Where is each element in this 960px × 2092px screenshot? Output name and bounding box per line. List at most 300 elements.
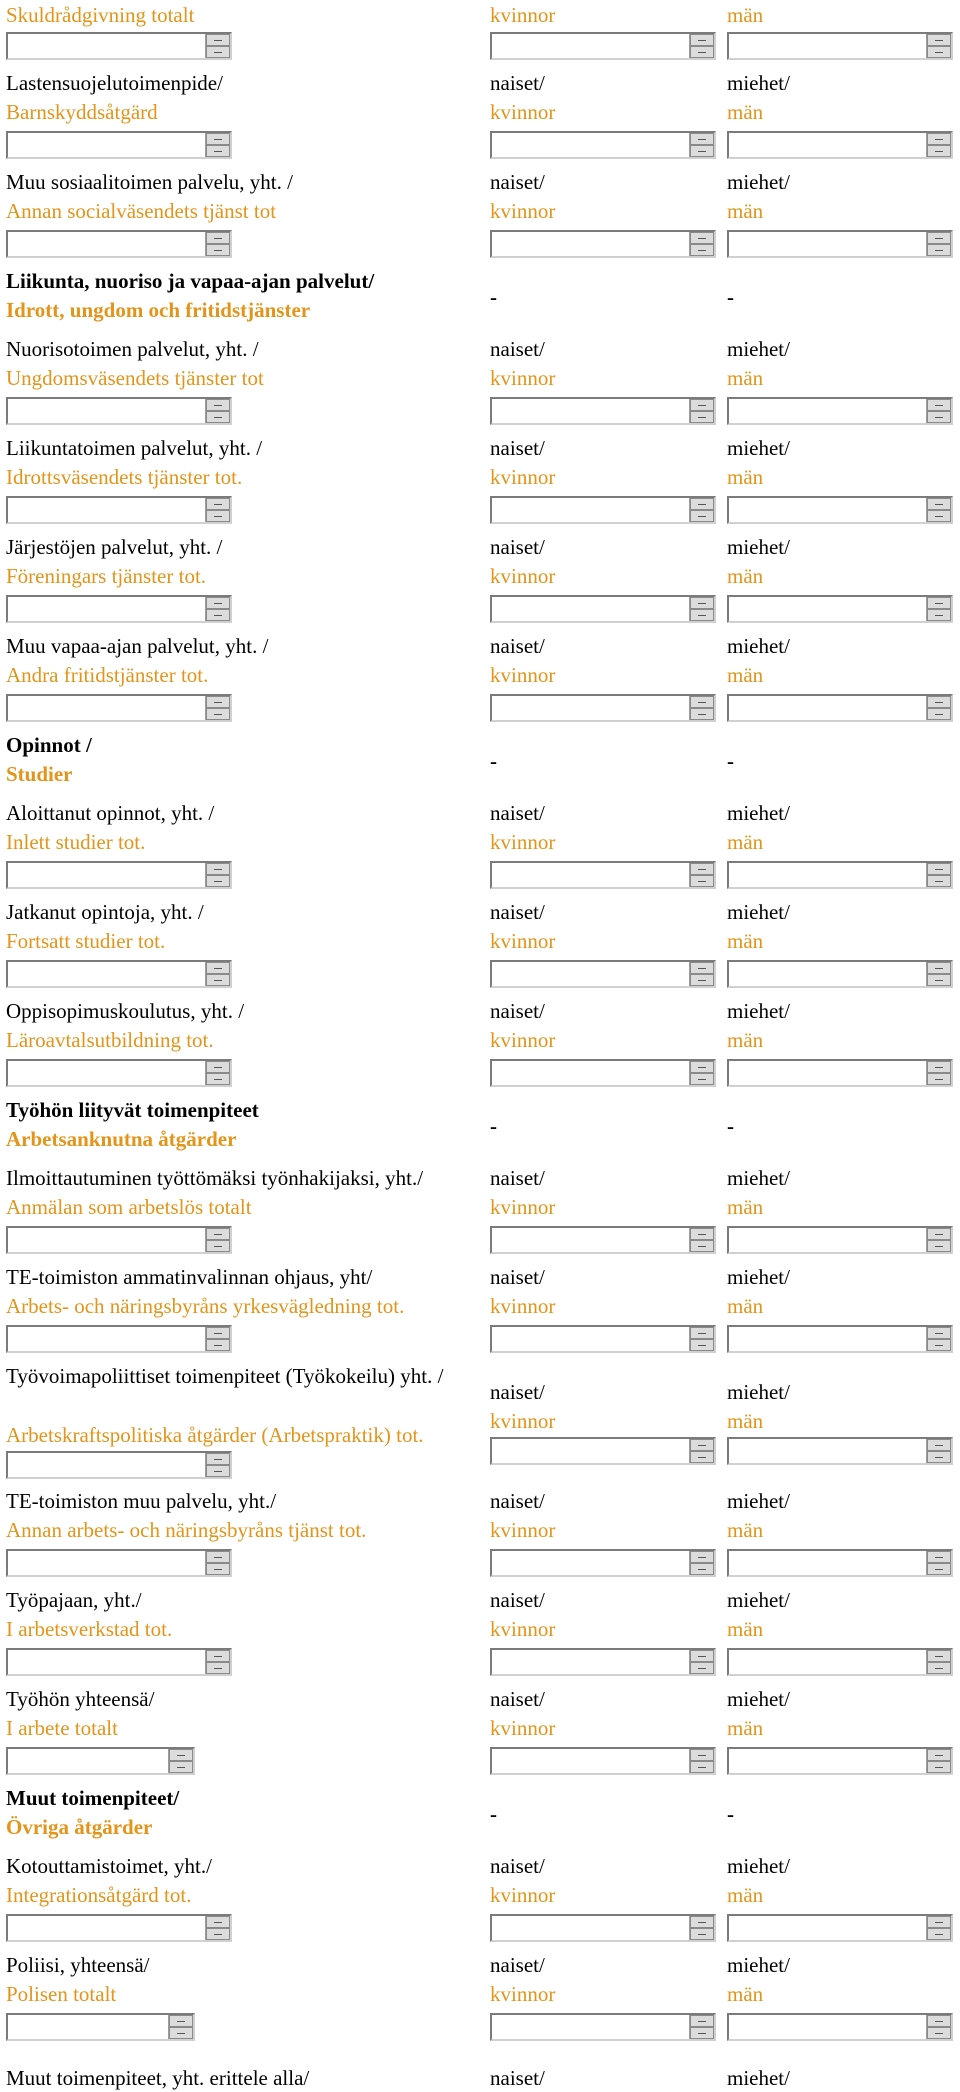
total-input[interactable]: [6, 1914, 232, 1942]
women-input[interactable]: [490, 2013, 716, 2041]
spin-down-icon[interactable]: [927, 145, 951, 157]
spinner-buttons[interactable]: [926, 498, 951, 522]
spin-up-icon[interactable]: [690, 2015, 714, 2027]
women-label-fi: naiset/: [490, 801, 545, 825]
men-label-fi: miehet/: [727, 337, 790, 361]
men-input[interactable]: [727, 397, 953, 425]
spin-down-icon[interactable]: [690, 1073, 714, 1085]
spinner-buttons[interactable]: [205, 1453, 230, 1477]
men-input[interactable]: [727, 496, 953, 524]
men-label-fi: miehet/: [727, 71, 790, 95]
spin-down-icon[interactable]: [927, 708, 951, 720]
spin-up-icon[interactable]: [690, 1650, 714, 1662]
women-label-fi: naiset/: [490, 436, 545, 460]
spinner-buttons[interactable]: [926, 1327, 951, 1351]
spin-down-icon[interactable]: [206, 974, 230, 986]
spin-up-icon[interactable]: [927, 1650, 951, 1662]
spin-up-icon[interactable]: [690, 1916, 714, 1928]
spinner-buttons[interactable]: [205, 133, 230, 157]
total-input[interactable]: [6, 694, 232, 722]
men-input[interactable]: [727, 861, 953, 889]
men-label-fi: miehet/: [727, 1489, 790, 1513]
spinner-buttons[interactable]: [205, 1551, 230, 1575]
spin-down-icon[interactable]: [690, 875, 714, 887]
women-input[interactable]: [490, 230, 716, 258]
spin-down-icon[interactable]: [206, 145, 230, 157]
men-input[interactable]: [727, 694, 953, 722]
spin-down-icon[interactable]: [206, 708, 230, 720]
spinner-buttons[interactable]: [689, 498, 714, 522]
spin-down-icon[interactable]: [927, 1662, 951, 1674]
total-input[interactable]: [6, 1226, 232, 1254]
category-label-fi: Poliisi, yhteensä/: [6, 1953, 150, 1977]
spinner-buttons[interactable]: [205, 1228, 230, 1252]
spin-up-icon[interactable]: [690, 133, 714, 145]
spin-down-icon[interactable]: [206, 875, 230, 887]
spin-up-icon[interactable]: [206, 1228, 230, 1240]
women-label-fi: naiset/: [490, 1953, 545, 1977]
category-label-sv: Idrottsväsendets tjänster tot.: [6, 465, 243, 489]
total-input[interactable]: [6, 496, 232, 524]
men-label-fi: miehet/: [727, 535, 790, 559]
spin-up-icon[interactable]: [169, 2015, 193, 2027]
men-input[interactable]: [727, 960, 953, 988]
spinner-buttons[interactable]: [926, 1228, 951, 1252]
total-input[interactable]: [6, 230, 232, 258]
section-heading-sv: Arbetsanknutna åtgärder: [6, 1127, 237, 1151]
spin-down-icon[interactable]: [206, 1240, 230, 1252]
women-input[interactable]: [490, 960, 716, 988]
women-label-sv: kvinnor: [490, 830, 556, 854]
men-label-fi: miehet/: [727, 1854, 790, 1878]
category-label-sv: Föreningars tjänster tot.: [6, 564, 207, 588]
spinner-buttons[interactable]: [689, 232, 714, 256]
spinner-buttons[interactable]: [926, 34, 951, 58]
spin-up-icon[interactable]: [927, 1061, 951, 1073]
spin-down-icon[interactable]: [690, 2027, 714, 2039]
women-input[interactable]: [490, 1059, 716, 1087]
spin-down-icon[interactable]: [206, 1662, 230, 1674]
spin-up-icon[interactable]: [690, 1551, 714, 1563]
men-input[interactable]: [727, 2013, 953, 2041]
spinner-buttons[interactable]: [689, 1749, 714, 1773]
women-label-sv: kvinnor: [490, 1883, 556, 1907]
men-input[interactable]: [727, 1226, 953, 1254]
spin-up-icon[interactable]: [206, 597, 230, 609]
total-input[interactable]: [6, 1648, 232, 1676]
spinner-buttons[interactable]: [205, 1650, 230, 1674]
spin-down-icon[interactable]: [927, 609, 951, 621]
women-label-sv: kvinnor: [490, 1294, 556, 1318]
spinner-buttons[interactable]: [926, 1061, 951, 1085]
spin-down-icon[interactable]: [690, 1563, 714, 1575]
men-label-sv: män: [727, 830, 764, 854]
spin-up-icon[interactable]: [206, 498, 230, 510]
women-input[interactable]: [490, 397, 716, 425]
section-heading-fi: Liikunta, nuoriso ja vapaa-ajan palvelut/: [6, 269, 375, 293]
women-label-fi: naiset/: [490, 1687, 545, 1711]
spin-down-icon[interactable]: [690, 708, 714, 720]
spinner-buttons[interactable]: [689, 962, 714, 986]
men-input[interactable]: [727, 131, 953, 159]
women-input[interactable]: [490, 861, 716, 889]
spin-up-icon[interactable]: [206, 1061, 230, 1073]
spinner-buttons[interactable]: [926, 2015, 951, 2039]
spinner-buttons[interactable]: [689, 696, 714, 720]
women-label-sv: kvinnor: [490, 100, 556, 124]
spin-up-icon[interactable]: [927, 597, 951, 609]
spinner-buttons[interactable]: [926, 399, 951, 423]
spinner-buttons[interactable]: [205, 863, 230, 887]
men-label-fi: miehet/: [727, 1380, 790, 1404]
spinner-buttons[interactable]: [926, 133, 951, 157]
women-input[interactable]: [490, 1226, 716, 1254]
men-input[interactable]: [727, 1648, 953, 1676]
women-label-sv: kvinnor: [490, 1617, 556, 1641]
spin-down-icon[interactable]: [690, 609, 714, 621]
spinner-buttons[interactable]: [926, 962, 951, 986]
spin-up-icon[interactable]: [206, 232, 230, 244]
women-placeholder-dash: -: [490, 1114, 497, 1138]
spin-down-icon[interactable]: [690, 974, 714, 986]
spinner-buttons[interactable]: [689, 1228, 714, 1252]
women-placeholder-dash: -: [490, 1802, 497, 1826]
men-label-sv: män: [727, 366, 764, 390]
spin-up-icon[interactable]: [927, 1228, 951, 1240]
spin-down-icon[interactable]: [206, 244, 230, 256]
women-input[interactable]: [490, 1325, 716, 1353]
category-label-sv: Skuldrådgivning totalt: [6, 3, 195, 27]
spin-down-icon[interactable]: [690, 145, 714, 157]
total-input[interactable]: [6, 595, 232, 623]
spin-up-icon[interactable]: [927, 696, 951, 708]
spin-down-icon[interactable]: [927, 1339, 951, 1351]
spin-up-icon[interactable]: [927, 962, 951, 974]
spin-down-icon[interactable]: [690, 1339, 714, 1351]
spinner-buttons[interactable]: [205, 1061, 230, 1085]
men-label-sv: män: [727, 1028, 764, 1052]
spin-up-icon[interactable]: [206, 1916, 230, 1928]
men-placeholder-dash: -: [727, 1802, 734, 1826]
spinner-buttons[interactable]: [689, 133, 714, 157]
women-input[interactable]: [490, 32, 716, 60]
spin-up-icon[interactable]: [206, 1327, 230, 1339]
spin-up-icon[interactable]: [206, 133, 230, 145]
category-label-sv: Polisen totalt: [6, 1982, 117, 2006]
spinner-buttons[interactable]: [205, 399, 230, 423]
women-label-sv: kvinnor: [490, 199, 556, 223]
spinner-buttons[interactable]: [168, 1749, 193, 1773]
spin-down-icon[interactable]: [206, 510, 230, 522]
men-label-sv: män: [727, 1617, 764, 1641]
spin-up-icon[interactable]: [690, 1061, 714, 1073]
spin-down-icon[interactable]: [927, 2027, 951, 2039]
spinner-buttons[interactable]: [689, 597, 714, 621]
category-label-fi: Järjestöjen palvelut, yht. /: [6, 535, 223, 559]
spin-down-icon[interactable]: [927, 1240, 951, 1252]
spin-up-icon[interactable]: [927, 498, 951, 510]
spin-up-icon[interactable]: [206, 696, 230, 708]
men-input[interactable]: [727, 1914, 953, 1942]
spin-down-icon[interactable]: [690, 1761, 714, 1773]
total-input[interactable]: [6, 1059, 232, 1087]
spin-down-icon[interactable]: [690, 1928, 714, 1940]
category-label-fi: Kotouttamistoimet, yht./: [6, 1854, 212, 1878]
spin-up-icon[interactable]: [927, 133, 951, 145]
spin-up-icon[interactable]: [690, 34, 714, 46]
spinner-buttons[interactable]: [689, 1061, 714, 1085]
men-label-sv: män: [727, 1982, 764, 2006]
spin-down-icon[interactable]: [206, 46, 230, 58]
spin-up-icon[interactable]: [690, 696, 714, 708]
spinner-buttons[interactable]: [926, 1439, 951, 1463]
spin-down-icon[interactable]: [690, 1451, 714, 1463]
total-input[interactable]: [6, 861, 232, 889]
spinner-buttons[interactable]: [205, 696, 230, 720]
spin-up-icon[interactable]: [690, 232, 714, 244]
spin-up-icon[interactable]: [927, 399, 951, 411]
category-label-fi: Nuorisotoimen palvelut, yht. /: [6, 337, 259, 361]
women-label-fi: naiset/: [490, 1166, 545, 1190]
total-input[interactable]: [6, 1451, 232, 1479]
spin-down-icon[interactable]: [206, 1465, 230, 1477]
spin-down-icon[interactable]: [927, 1073, 951, 1085]
spin-up-icon[interactable]: [927, 1551, 951, 1563]
section-heading-fi: Muut toimenpiteet/: [6, 1786, 180, 1810]
men-label-sv: män: [727, 663, 764, 687]
spin-down-icon[interactable]: [927, 1563, 951, 1575]
spinner-buttons[interactable]: [205, 34, 230, 58]
total-input[interactable]: [6, 32, 232, 60]
spin-up-icon[interactable]: [690, 597, 714, 609]
spinner-buttons[interactable]: [168, 2015, 193, 2039]
men-label-fi: miehet/: [727, 634, 790, 658]
spinner-buttons[interactable]: [689, 34, 714, 58]
men-placeholder-dash: -: [727, 749, 734, 773]
total-input[interactable]: [6, 2013, 195, 2041]
section-heading-sv: Studier: [6, 762, 73, 786]
men-label-sv: män: [727, 199, 764, 223]
women-label-fi: naiset/: [490, 634, 545, 658]
category-label-fi: TE-toimiston muu palvelu, yht./: [6, 1489, 277, 1513]
section-heading-sv: Övriga åtgärder: [6, 1815, 153, 1839]
category-label-sv: Anmälan som arbetslös totalt: [6, 1195, 252, 1219]
category-label-sv: I arbetsverkstad tot.: [6, 1617, 173, 1641]
spin-up-icon[interactable]: [206, 1453, 230, 1465]
men-label-fi: miehet/: [727, 999, 790, 1023]
women-input[interactable]: [490, 1549, 716, 1577]
category-label-fi: Työpajaan, yht./: [6, 1588, 142, 1612]
spin-down-icon[interactable]: [206, 609, 230, 621]
spin-down-icon[interactable]: [690, 510, 714, 522]
spin-down-icon[interactable]: [690, 411, 714, 423]
men-input[interactable]: [727, 1059, 953, 1087]
spin-up-icon[interactable]: [927, 34, 951, 46]
spinner-buttons[interactable]: [205, 232, 230, 256]
spin-down-icon[interactable]: [169, 2027, 193, 2039]
men-input[interactable]: [727, 595, 953, 623]
women-label-sv: kvinnor: [490, 1195, 556, 1219]
spin-down-icon[interactable]: [927, 1451, 951, 1463]
women-label-sv: kvinnor: [490, 564, 556, 588]
spin-up-icon[interactable]: [690, 1327, 714, 1339]
spin-down-icon[interactable]: [927, 1761, 951, 1773]
spin-down-icon[interactable]: [927, 875, 951, 887]
spinner-buttons[interactable]: [689, 1439, 714, 1463]
spinner-buttons[interactable]: [205, 1916, 230, 1940]
spinner-buttons[interactable]: [926, 1650, 951, 1674]
men-input[interactable]: [727, 1325, 953, 1353]
category-label-fi: Aloittanut opinnot, yht. /: [6, 801, 215, 825]
spin-down-icon[interactable]: [206, 1563, 230, 1575]
men-label-sv: män: [727, 1195, 764, 1219]
spin-up-icon[interactable]: [206, 962, 230, 974]
spin-up-icon[interactable]: [690, 1749, 714, 1761]
spin-up-icon[interactable]: [927, 1327, 951, 1339]
women-label-sv: kvinnor: [490, 1518, 556, 1542]
women-input[interactable]: [490, 595, 716, 623]
spin-up-icon[interactable]: [690, 962, 714, 974]
spin-up-icon[interactable]: [690, 498, 714, 510]
section-heading-sv: Idrott, ungdom och fritidstjänster: [6, 298, 311, 322]
women-input[interactable]: [490, 1747, 716, 1775]
total-input[interactable]: [6, 960, 232, 988]
spinner-buttons[interactable]: [205, 498, 230, 522]
category-label-fi: TE-toimiston ammatinvalinnan ohjaus, yht/: [6, 1265, 373, 1289]
men-label-sv: män: [727, 929, 764, 953]
spin-up-icon[interactable]: [206, 1551, 230, 1563]
spin-up-icon[interactable]: [690, 399, 714, 411]
women-input[interactable]: [490, 131, 716, 159]
spin-up-icon[interactable]: [927, 1439, 951, 1451]
spin-down-icon[interactable]: [690, 1240, 714, 1252]
spin-down-icon[interactable]: [206, 411, 230, 423]
men-placeholder-dash: -: [727, 285, 734, 309]
women-input[interactable]: [490, 1914, 716, 1942]
men-label-fi: miehet/: [727, 1953, 790, 1977]
spin-up-icon[interactable]: [206, 34, 230, 46]
men-input[interactable]: [727, 32, 953, 60]
women-label-fi: naiset/: [490, 1380, 545, 1404]
spinner-buttons[interactable]: [205, 597, 230, 621]
spin-up-icon[interactable]: [206, 863, 230, 875]
spinner-buttons[interactable]: [689, 1916, 714, 1940]
men-input[interactable]: [727, 230, 953, 258]
spin-up-icon[interactable]: [206, 1650, 230, 1662]
men-input[interactable]: [727, 1747, 953, 1775]
spin-down-icon[interactable]: [927, 974, 951, 986]
spinner-buttons[interactable]: [689, 1551, 714, 1575]
category-label-sv: Barnskyddsåtgärd: [6, 100, 158, 124]
spinner-buttons[interactable]: [689, 399, 714, 423]
women-label-fi: naiset/: [490, 1854, 545, 1878]
spin-up-icon[interactable]: [690, 1228, 714, 1240]
women-input[interactable]: [490, 496, 716, 524]
spin-up-icon[interactable]: [927, 2015, 951, 2027]
spin-up-icon[interactable]: [206, 399, 230, 411]
spin-down-icon[interactable]: [927, 411, 951, 423]
women-label-fi: naiset/: [490, 337, 545, 361]
men-label-fi: miehet/: [727, 1588, 790, 1612]
category-label-sv: Läroavtalsutbildning tot.: [6, 1028, 214, 1052]
women-label-fi: naiset/: [490, 1489, 545, 1513]
total-input[interactable]: [6, 397, 232, 425]
men-placeholder-dash: -: [727, 1114, 734, 1138]
category-label-fi: Lastensuojelutoimenpide/: [6, 71, 223, 95]
spinner-buttons[interactable]: [689, 1650, 714, 1674]
spin-up-icon[interactable]: [690, 1439, 714, 1451]
total-input[interactable]: [6, 1747, 195, 1775]
men-label-sv: män: [727, 1883, 764, 1907]
spinner-buttons[interactable]: [926, 1551, 951, 1575]
total-input[interactable]: [6, 1325, 232, 1353]
spin-up-icon[interactable]: [927, 232, 951, 244]
spinner-buttons[interactable]: [926, 597, 951, 621]
category-label-fi: Muu vapaa-ajan palvelut, yht. /: [6, 634, 269, 658]
women-label-fi: naiset/: [490, 1588, 545, 1612]
spinner-buttons[interactable]: [689, 2015, 714, 2039]
men-label-fi: miehet/: [727, 2066, 790, 2090]
category-label-fi: Työvoimapoliittiset toimenpiteet (Työkokeilu) yht. /: [6, 1364, 444, 1388]
spin-up-icon[interactable]: [169, 1749, 193, 1761]
spinner-buttons[interactable]: [205, 1327, 230, 1351]
spin-down-icon[interactable]: [690, 244, 714, 256]
spin-down-icon[interactable]: [927, 46, 951, 58]
spin-down-icon[interactable]: [690, 46, 714, 58]
women-label-sv: kvinnor: [490, 366, 556, 390]
men-label-sv: män: [727, 3, 764, 27]
women-placeholder-dash: -: [490, 285, 497, 309]
category-label-fi: Työhön yhteensä/: [6, 1687, 155, 1711]
spin-down-icon[interactable]: [206, 1339, 230, 1351]
women-label-sv: kvinnor: [490, 3, 556, 27]
section-heading-fi: Työhön liityvät toimenpiteet: [6, 1098, 259, 1122]
category-label-sv: I arbete totalt: [6, 1716, 118, 1740]
spin-up-icon[interactable]: [927, 863, 951, 875]
spinner-buttons[interactable]: [926, 1749, 951, 1773]
spinner-buttons[interactable]: [926, 863, 951, 887]
women-input[interactable]: [490, 1437, 716, 1465]
men-input[interactable]: [727, 1437, 953, 1465]
spin-up-icon[interactable]: [927, 1916, 951, 1928]
spin-down-icon[interactable]: [169, 1761, 193, 1773]
women-input[interactable]: [490, 694, 716, 722]
spinner-buttons[interactable]: [689, 1327, 714, 1351]
spin-down-icon[interactable]: [927, 1928, 951, 1940]
total-input[interactable]: [6, 131, 232, 159]
spinner-buttons[interactable]: [926, 232, 951, 256]
spin-down-icon[interactable]: [206, 1928, 230, 1940]
women-label-fi: naiset/: [490, 170, 545, 194]
spinner-buttons[interactable]: [926, 696, 951, 720]
spin-up-icon[interactable]: [690, 863, 714, 875]
total-input[interactable]: [6, 1549, 232, 1577]
spinner-buttons[interactable]: [926, 1916, 951, 1940]
spin-down-icon[interactable]: [927, 510, 951, 522]
spinner-buttons[interactable]: [205, 962, 230, 986]
spin-up-icon[interactable]: [927, 1749, 951, 1761]
men-input[interactable]: [727, 1549, 953, 1577]
category-label-sv: Annan arbets- och näringsbyråns tjänst tot.: [6, 1518, 367, 1542]
women-input[interactable]: [490, 1648, 716, 1676]
category-label-fi: Muut toimenpiteet, yht. erittele alla/: [6, 2066, 310, 2090]
spin-down-icon[interactable]: [206, 1073, 230, 1085]
spin-down-icon[interactable]: [927, 244, 951, 256]
men-label-fi: miehet/: [727, 801, 790, 825]
women-label-fi: naiset/: [490, 1265, 545, 1289]
spin-down-icon[interactable]: [690, 1662, 714, 1674]
spinner-buttons[interactable]: [689, 863, 714, 887]
